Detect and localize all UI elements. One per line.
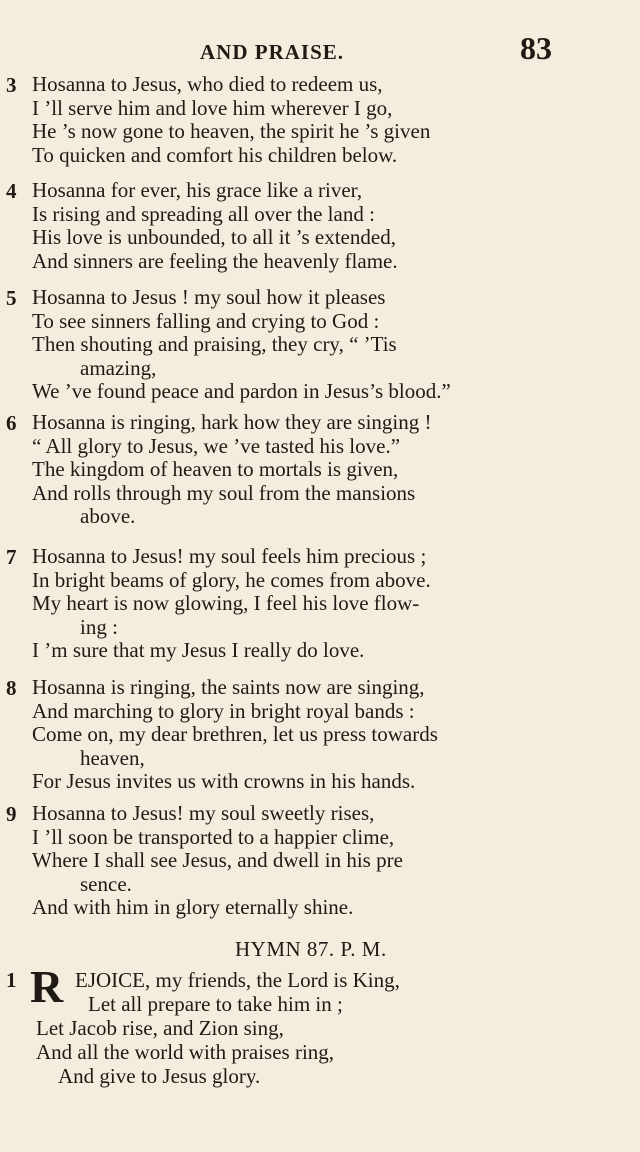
- verse-line: And rolls through my soul from the mansions: [32, 480, 416, 505]
- drop-cap-letter: R: [30, 961, 64, 1012]
- stanza-number: 1: [6, 968, 17, 992]
- verse-line: In bright beams of glory, he comes from above.: [32, 567, 431, 592]
- verse-line: We ’ve found peace and pardon in Jesus’s blood.”: [32, 379, 451, 403]
- stanza-8: [6, 676, 566, 794]
- verse-line: Hosanna to Jesus ! my soul how it pleases: [32, 285, 386, 309]
- stanza-5: [6, 286, 566, 404]
- verse-line: Where I shall see Jesus, and dwell in his pre: [32, 848, 403, 872]
- verse-line: “ All glory to Jesus, we ’ve tasted his love.”: [32, 433, 401, 458]
- stanza-6: [6, 411, 566, 529]
- verse-line: EJOICE, my friends, the Lord is King,: [75, 968, 400, 992]
- verse-line: Hosanna to Jesus, who died to redeem us,: [32, 72, 383, 96]
- verse-line: Let all prepare to take him in ;: [88, 992, 343, 1016]
- verse-line: And with him in glory eternally shine.: [32, 895, 354, 919]
- verse-line: His love is unbounded, to all it ’s extended,: [32, 225, 396, 249]
- verse-line-continuation: sence.: [80, 871, 132, 896]
- verse-line: He ’s now gone to heaven, the spirit he ’s given: [32, 119, 431, 143]
- running-head: AND PRAISE.: [200, 40, 345, 64]
- verse-line: And marching to glory in bright royal bands :: [32, 698, 415, 723]
- verse-line: Let Jacob rise, and Zion sing,: [36, 1016, 284, 1040]
- verse-line: To quicken and comfort his children below.: [32, 142, 398, 167]
- verse-line: Then shouting and praising, they cry, “ ’Tis: [32, 332, 397, 356]
- verse-line: And give to Jesus glory.: [58, 1064, 261, 1088]
- verse-line: To see sinners falling and crying to God :: [32, 308, 380, 333]
- stanza-9: [6, 802, 566, 920]
- verse-line: Hosanna is ringing, the saints now are singing,: [32, 675, 425, 699]
- verse-line: My heart is now glowing, I feel his love flow-: [32, 591, 420, 615]
- stanza-number: 4: [6, 179, 17, 203]
- verse-line: Come on, my dear brethren, let us press towards: [32, 722, 438, 746]
- verse-line: And all the world with praises ring,: [36, 1040, 335, 1064]
- verse-line: Hosanna for ever, his grace like a river,: [32, 178, 363, 202]
- verse-line: I ’ll serve him and love him wherever I go,: [32, 95, 393, 120]
- page-number: 83: [520, 30, 552, 66]
- stanza-number: 8: [6, 676, 17, 700]
- stanza-3: [6, 73, 566, 167]
- stanza-number: 6: [6, 411, 17, 435]
- stanza-4: [6, 179, 566, 273]
- verse-line: The kingdom of heaven to mortals is given,: [32, 457, 399, 481]
- verse-line: And sinners are feeling the heavenly flame.: [32, 248, 398, 273]
- verse-line: For Jesus invites us with crowns in his hands.: [32, 769, 416, 793]
- stanza-number: 5: [6, 286, 17, 310]
- verse-line-continuation: amazing,: [80, 355, 157, 380]
- verse-line: I ’ll soon be transported to a happier clime,: [32, 824, 395, 849]
- hymn-title: HYMN 87. P. M.: [235, 937, 387, 961]
- verse-line: I ’m sure that my Jesus I really do love.: [32, 638, 365, 662]
- verse-line: Is rising and spreading all over the land :: [32, 201, 375, 226]
- verse-line-continuation: ing :: [80, 614, 118, 639]
- stanza-7: [6, 545, 566, 663]
- stanza-number: 3: [6, 73, 17, 97]
- verse-line: Hosanna to Jesus! my soul sweetly rises,: [32, 801, 375, 825]
- stanza-number: 7: [6, 545, 17, 569]
- verse-line-continuation: heaven,: [80, 745, 145, 770]
- verse-line-continuation: above.: [80, 504, 136, 528]
- hymn-87-stanza-1: [10, 968, 570, 1088]
- verse-line: Hosanna is ringing, hark how they are singing !: [32, 410, 432, 434]
- verse-line: Hosanna to Jesus! my soul feels him precious ;: [32, 544, 427, 568]
- stanza-number: 9: [6, 802, 17, 826]
